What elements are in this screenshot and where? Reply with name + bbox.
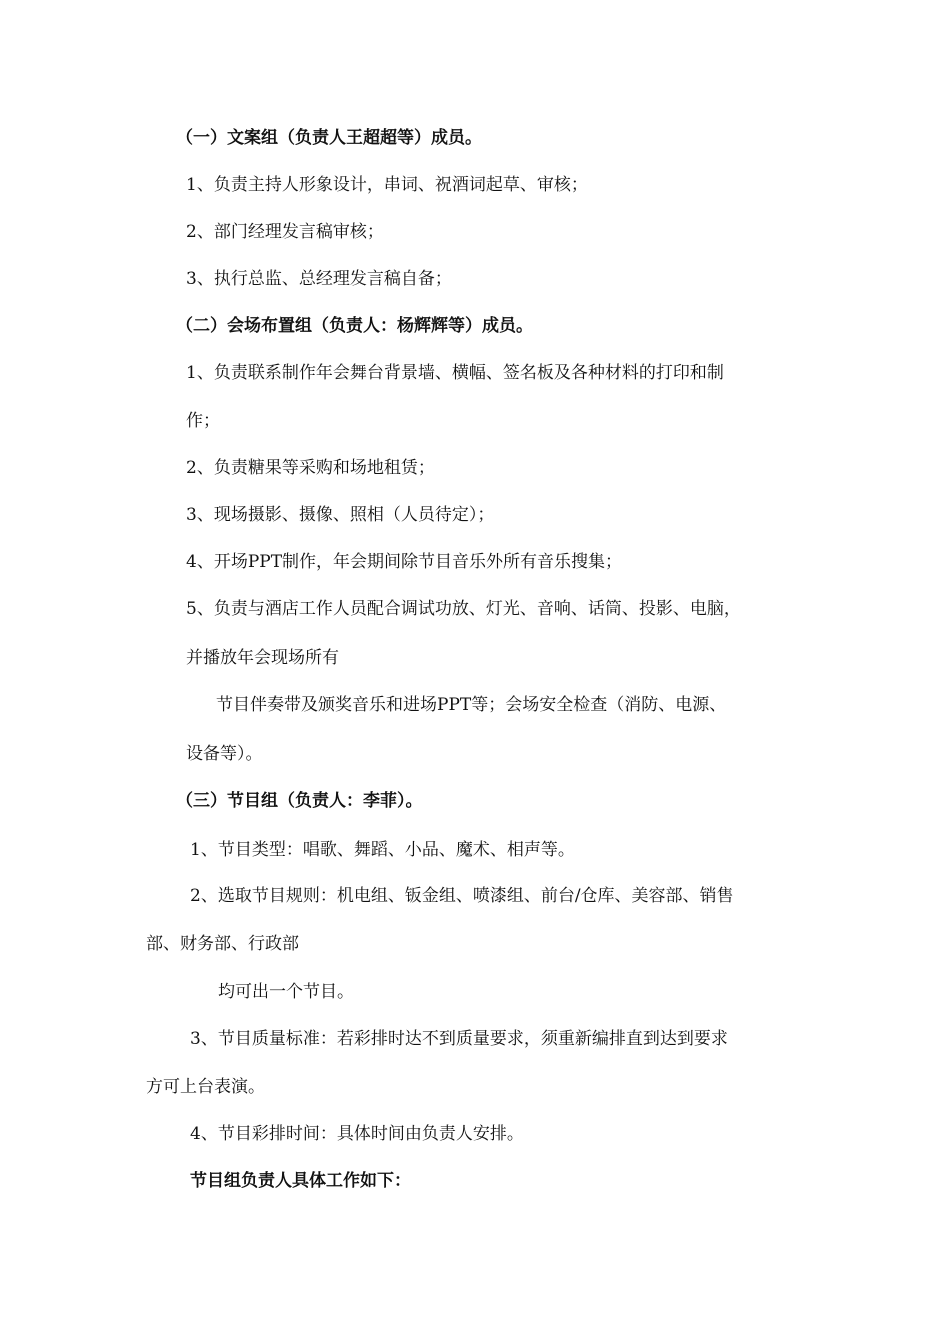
paragraph-line: 节目伴奏带及颁奖音乐和进场PPT等；会场安全检查（消防、电源、 — [216, 695, 727, 715]
paragraph-line: 1、节目类型：唱歌、舞蹈、小品、魔术、相声等。 — [190, 840, 575, 860]
paragraph-line: 1、负责主持人形象设计，串词、祝酒词起草、审核； — [186, 175, 588, 195]
subheading-program-lead-duties: 节目组负责人具体工作如下： — [190, 1171, 411, 1191]
paragraph-line: 2、选取节目规则：机电组、钣金组、喷漆组、前台/仓库、美容部、销售 — [190, 886, 734, 906]
paragraph-line: 2、负责糖果等采购和场地租赁； — [186, 458, 435, 478]
paragraph-line: 设备等）。 — [186, 744, 263, 764]
paragraph-line: 5、负责与酒店工作人员配合调试功放、灯光、音响、话筒、投影、电脑， — [186, 599, 741, 619]
section-heading-venue: （二）会场布置组（负责人：杨辉辉等）成员。 — [176, 316, 533, 336]
section-heading-program: （三）节目组（负责人：李菲）。 — [176, 791, 423, 811]
paragraph-line: 4、节目彩排时间：具体时间由负责人安排。 — [190, 1124, 524, 1144]
paragraph-line: 2、部门经理发言稿审核； — [186, 222, 384, 242]
paragraph-line: 作； — [186, 411, 220, 431]
section-heading-copywriting: （一）文案组（负责人王超超等）成员。 — [176, 128, 482, 148]
paragraph-line: 部、财务部、行政部 — [146, 934, 299, 954]
paragraph-line: 1、负责联系制作年会舞台背景墙、横幅、签名板及各种材料的打印和制 — [186, 363, 724, 383]
paragraph-line: 并播放年会现场所有 — [186, 648, 339, 668]
paragraph-line: 均可出一个节目。 — [218, 982, 354, 1002]
paragraph-line: 方可上台表演。 — [146, 1077, 265, 1097]
paragraph-line: 3、节目质量标准：若彩排时达不到质量要求，须重新编排直到达到要求 — [190, 1029, 728, 1049]
paragraph-line: 3、执行总监、总经理发言稿自备； — [186, 269, 452, 289]
paragraph-line: 3、现场摄影、摄像、照相（人员待定）； — [186, 505, 495, 525]
paragraph-line: 4、开场PPT制作，年会期间除节目音乐外所有音乐搜集； — [186, 552, 623, 572]
